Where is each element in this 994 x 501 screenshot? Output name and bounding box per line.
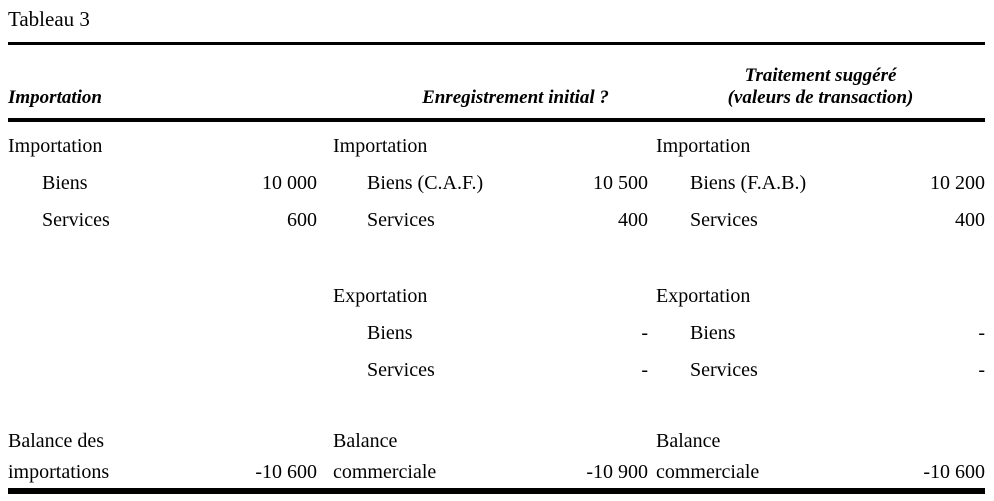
row-value (223, 315, 317, 352)
row-value: - (641, 359, 648, 381)
row-value (870, 128, 985, 165)
row-value (870, 278, 985, 315)
table-header-row (8, 45, 985, 118)
table-title: Tableau 3 (8, 7, 90, 31)
row-value: - (978, 359, 985, 381)
row-value (545, 278, 648, 315)
column-gap (648, 128, 656, 165)
column-gap (317, 202, 333, 239)
row-value: 400 (955, 209, 985, 231)
table-row (8, 128, 985, 165)
row-label: Exportation (333, 285, 428, 307)
row-label: Importation (8, 135, 103, 157)
row-value (223, 352, 317, 389)
table-row (8, 278, 985, 315)
column-gap (648, 165, 656, 202)
row-value (223, 278, 317, 315)
header-col3 (656, 65, 985, 109)
row-label: Importation (333, 135, 428, 157)
header-col1: Importation (8, 87, 102, 108)
row-label: Biens (367, 322, 413, 344)
table-row (8, 315, 985, 352)
header-col3-line2: (valeurs de transaction) (727, 87, 914, 108)
row-label: Importation (656, 135, 751, 157)
row-value: 10 000 (262, 172, 317, 194)
header-col2: Enregistrement initial ? (422, 87, 609, 108)
table-row (8, 165, 985, 202)
row-label: Services (367, 359, 435, 381)
table-row (8, 202, 985, 239)
row-label: Services (367, 209, 435, 231)
row-label: Biens (690, 322, 736, 344)
row-value: -10 600 (255, 461, 317, 483)
row-value: 10 500 (593, 172, 648, 194)
header-col3-line1: Traitement suggéré (744, 65, 897, 86)
column-gap (317, 315, 333, 352)
row-label: Services (690, 209, 758, 231)
row-value: 600 (287, 209, 317, 231)
column-gap (648, 202, 656, 239)
bottom-rule (8, 488, 985, 494)
row-label: Balance des importations (8, 430, 110, 483)
row-label: Biens (42, 172, 88, 194)
row-label: Services (690, 359, 758, 381)
row-value: -10 600 (923, 461, 985, 483)
column-gap (317, 426, 333, 488)
row-label: Biens (F.A.B.) (690, 172, 807, 194)
column-gap (317, 128, 333, 165)
row-label (8, 278, 223, 315)
row-value (223, 128, 317, 165)
column-gap (648, 278, 656, 315)
row-value: - (641, 322, 648, 344)
row-label (8, 352, 223, 389)
table-row (8, 426, 985, 488)
table-body (8, 122, 985, 488)
row-value (545, 128, 648, 165)
row-label: Biens (C.A.F.) (367, 172, 484, 194)
row-label: Balance commerciale (656, 430, 760, 483)
row-label: Exportation (656, 285, 751, 307)
column-gap (317, 278, 333, 315)
row-value: - (978, 322, 985, 344)
column-gap (648, 315, 656, 352)
row-value: -10 900 (586, 461, 648, 483)
row-value: 400 (618, 209, 648, 231)
row-value: 10 200 (930, 172, 985, 194)
column-gap (317, 352, 333, 389)
row-label: Services (42, 209, 110, 231)
row-label (8, 315, 223, 352)
table-row (8, 352, 985, 389)
column-gap (648, 352, 656, 389)
column-gap (317, 165, 333, 202)
row-label: Balance commerciale (333, 430, 437, 483)
column-gap (648, 426, 656, 488)
